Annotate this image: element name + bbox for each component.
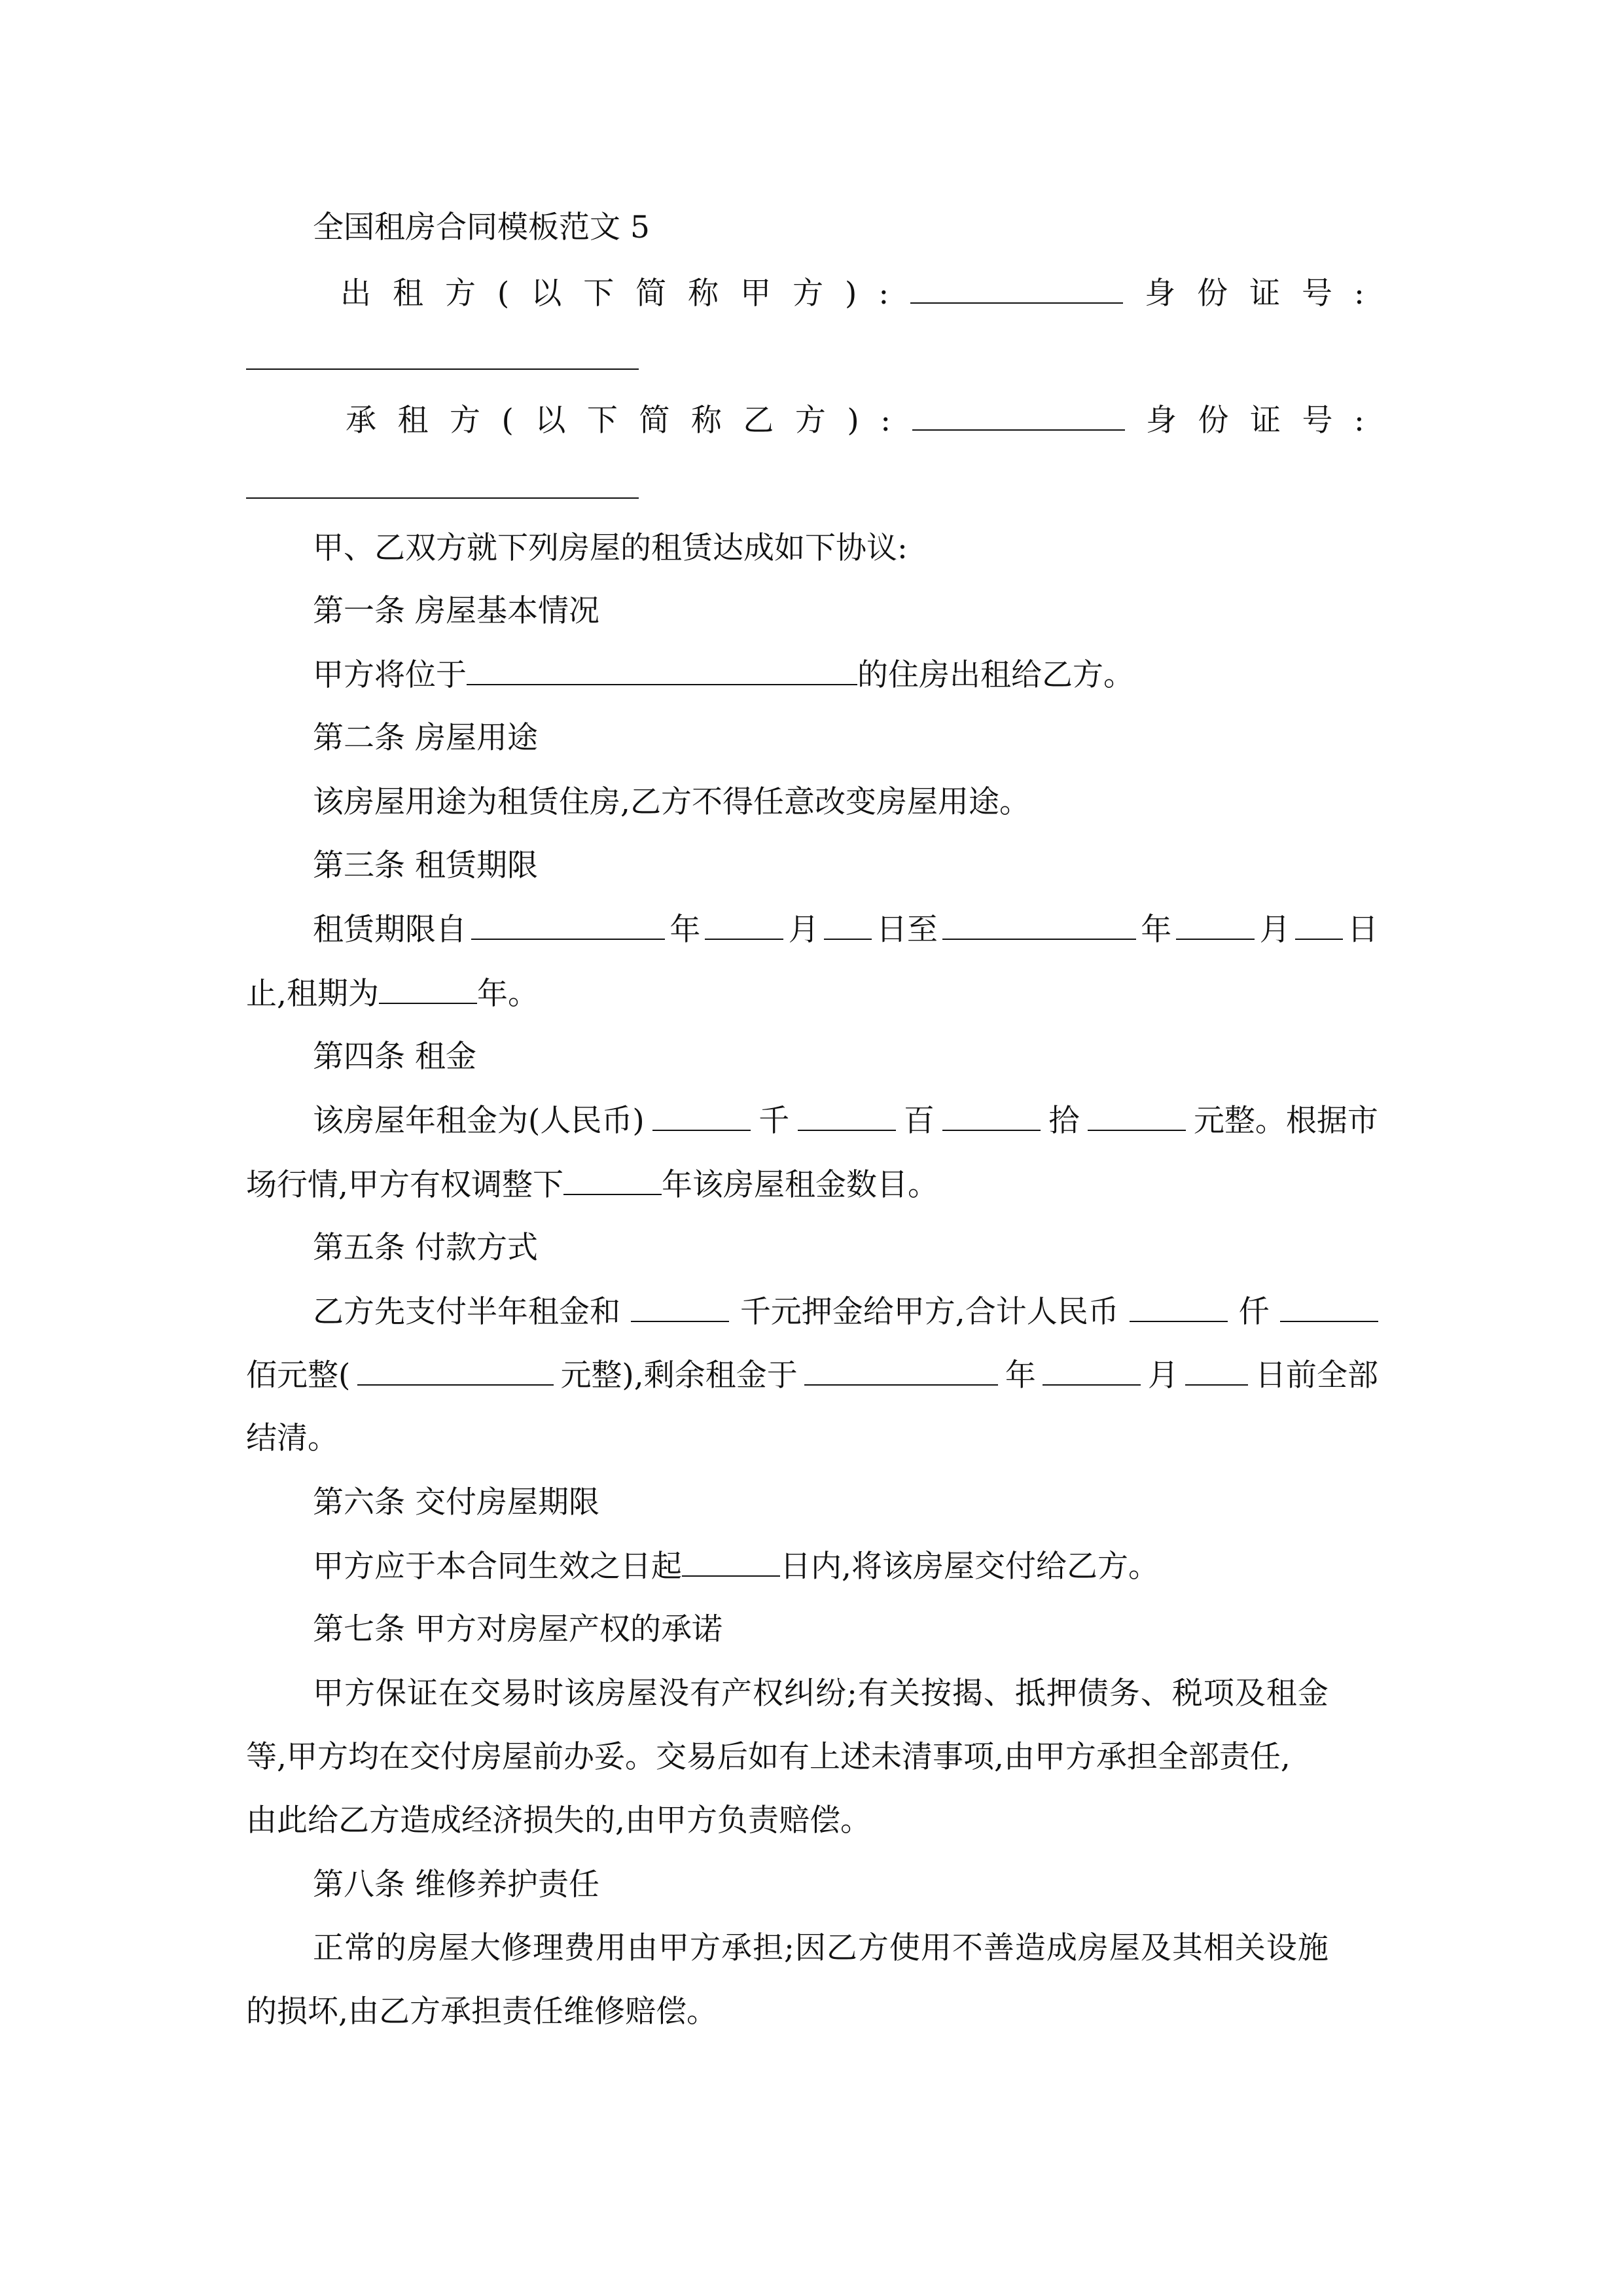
lessee-char: ( (501, 403, 514, 439)
lessee-name-blank (912, 401, 1125, 431)
rent-hundreds-blank (798, 1101, 896, 1131)
id-char: 份 (1197, 276, 1228, 312)
lessee-char: 简 (639, 403, 670, 439)
id-char: 证 (1249, 276, 1281, 312)
lessee-char: ) (847, 403, 859, 439)
lessor-char: 甲 (740, 276, 772, 312)
start-year-blank (471, 910, 665, 940)
id-char: 号 (1302, 403, 1333, 439)
article-5-heading: 第五条 付款方式 (313, 1230, 538, 1266)
article-6-text: 甲方应于本合同生效之日起 日内,将该房屋交付给乙方。 (313, 1547, 1378, 1587)
adjust-year-blank (563, 1165, 662, 1195)
balance-year-blank (804, 1355, 998, 1386)
lessor-char: 出 (340, 276, 371, 312)
lessor-line (340, 274, 1364, 314)
term-years-blank (379, 974, 477, 1004)
balance-day-blank (1185, 1355, 1248, 1386)
lessee-char: : (880, 403, 891, 439)
lessor-char: 方 (444, 276, 476, 312)
article-4-line-2: 场行情,甲方有权调整下 年该房屋租金数目。 (246, 1165, 1378, 1205)
article-4-line-1: 该房屋年租金为(人民币) 千 百 拾 元整。根据市 (313, 1101, 1378, 1141)
article-1-heading: 第一条 房屋基本情况 (313, 593, 599, 629)
article-5-line-3: 结清。 (246, 1420, 338, 1456)
lessor-name-blank (910, 274, 1123, 304)
article-7-line-3: 由此给乙方造成经济损失的,由甲方负责赔偿。 (246, 1803, 871, 1839)
article-1-text: 甲方将位于 的住房出租给乙方。 (313, 655, 1378, 695)
article-7-heading: 第七条 甲方对房屋产权的承诺 (313, 1611, 722, 1647)
intro-paragraph: 甲、乙双方就下列房屋的租赁达成如下协议: (313, 530, 908, 566)
lessor-char: 称 (688, 276, 719, 312)
article-3-line-2: 止,租期为 年。 (246, 974, 1378, 1014)
id-char: 身 (1145, 276, 1176, 312)
rent-tens-blank (942, 1101, 1041, 1131)
lessee-char: 以 (535, 403, 566, 439)
total-amount-blank (357, 1355, 554, 1386)
article-3-line-1: 租赁期限自 年 月 日至 年 月 日 (313, 910, 1378, 950)
total-hundreds-blank (1280, 1292, 1378, 1322)
lessor-char: : (878, 276, 889, 312)
lessor-char: ) (845, 276, 857, 312)
delivery-days-blank (682, 1547, 780, 1577)
article-7-line-2: 等,甲方均在交付房屋前办妥。交易后如有上述未清事项,由甲方承担全部责任, (246, 1739, 1291, 1775)
id-char: 证 (1250, 403, 1281, 439)
article-3-heading: 第三条 租赁期限 (313, 848, 538, 884)
lessee-line (346, 401, 1364, 440)
document-title: 全国租房合同模板范文 5 (313, 209, 650, 245)
lessee-char: 方 (450, 403, 480, 439)
id-char: 身 (1146, 403, 1177, 439)
article-8-line-1: 正常的房屋大修理费用由甲方承担;因乙方使用不善造成房屋及其相关设施 (313, 1930, 1329, 1966)
lessee-char: 称 (690, 403, 722, 439)
article-5-line-1: 乙方先支付半年租金和 千元押金给甲方,合计人民币 仟 (313, 1292, 1378, 1332)
article-2-heading: 第二条 房屋用途 (313, 720, 538, 756)
start-day-blank (824, 910, 872, 940)
start-month-blank (705, 910, 783, 940)
rent-units-blank (1088, 1101, 1186, 1131)
lessor-char: 方 (793, 276, 824, 312)
lessee-char: 下 (586, 403, 618, 439)
article-8-line-2: 的损坏,由乙方承担责任维修赔偿。 (246, 1994, 717, 2030)
total-thousands-blank (1130, 1292, 1228, 1322)
lessee-char: 方 (794, 403, 826, 439)
id-char: : (1354, 276, 1364, 312)
end-day-blank (1295, 910, 1343, 940)
lessor-char: 以 (531, 276, 562, 312)
lessee-char: 承 (346, 403, 376, 439)
id-char: : (1354, 403, 1364, 439)
article-5-line-2: 佰元整( 元整),剩余租金于 年 月 日前全部 (246, 1355, 1378, 1395)
id-char: 号 (1302, 276, 1333, 312)
lessee-id-blank (246, 497, 639, 499)
article-6-heading: 第六条 交付房屋期限 (313, 1484, 599, 1520)
rent-thousands-blank (652, 1101, 751, 1131)
deposit-blank (631, 1292, 729, 1322)
article-7-line-1: 甲方保证在交易时该房屋没有产权纠纷;有关按揭、抵押债务、税项及租金 (313, 1676, 1329, 1712)
lessor-char: 简 (635, 276, 667, 312)
lessee-char: 租 (397, 403, 429, 439)
lessor-id-blank (246, 368, 639, 370)
address-blank (467, 655, 857, 685)
article-4-heading: 第四条 租金 (313, 1039, 476, 1075)
lessor-char: ( (497, 276, 510, 312)
article-2-text: 该房屋用途为租赁住房,乙方不得任意改变房屋用途。 (313, 784, 1030, 820)
balance-month-blank (1043, 1355, 1141, 1386)
lessee-char: 乙 (743, 403, 774, 439)
end-year-blank (942, 910, 1136, 940)
end-month-blank (1176, 910, 1255, 940)
lessor-char: 下 (583, 276, 615, 312)
id-char: 份 (1198, 403, 1229, 439)
article-8-heading: 第八条 维修养护责任 (313, 1867, 599, 1903)
lessor-char: 租 (392, 276, 423, 312)
